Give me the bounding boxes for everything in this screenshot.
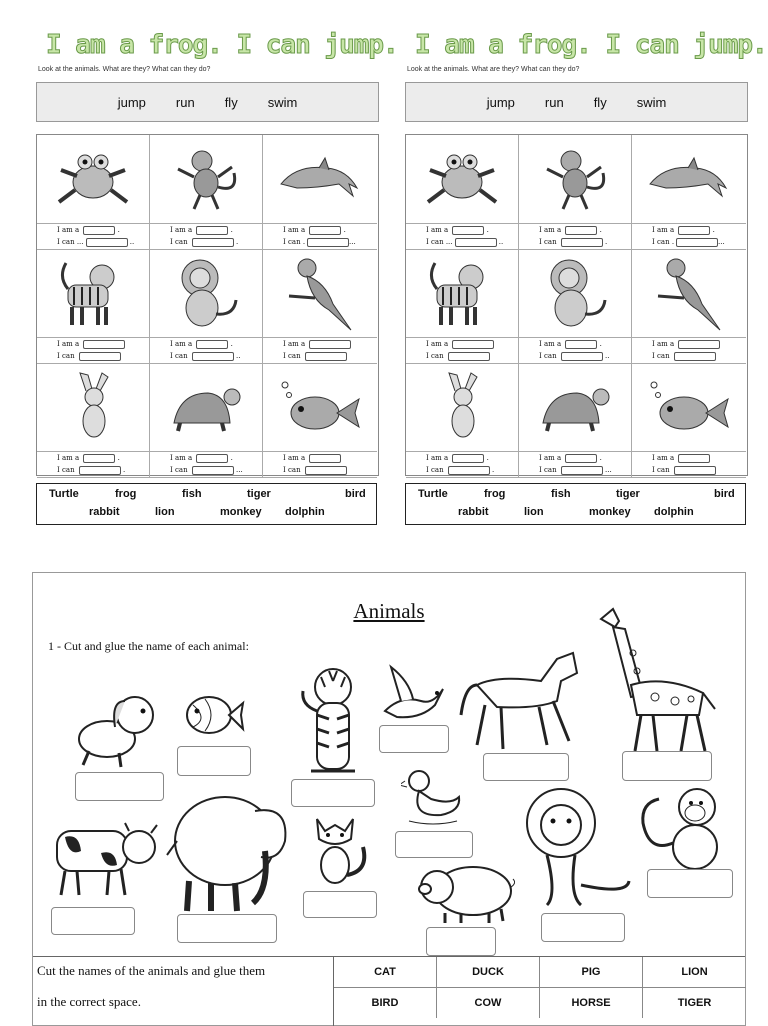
blank-box — [196, 340, 228, 349]
rabbit-icon — [37, 363, 149, 452]
answer-lines: I am a I can — [632, 452, 746, 478]
answer-lines: I am a . I can . ... — [263, 224, 377, 250]
blank-box — [561, 352, 603, 361]
cow-icon — [51, 817, 163, 899]
label-box — [303, 891, 377, 918]
blank-box — [309, 454, 341, 463]
tiger-icon — [406, 249, 518, 338]
cat-icon — [311, 813, 373, 889]
answer-lines: I am a I can — [37, 338, 149, 364]
blank-box — [448, 352, 490, 361]
blank-box — [309, 226, 341, 235]
turtle-icon — [150, 363, 262, 452]
answer-lines: I am a . I can . — [37, 452, 149, 478]
verb-word: fly — [593, 94, 607, 110]
animal-name: frog — [115, 488, 137, 500]
animals-sheet — [32, 572, 746, 1026]
blank-box — [565, 340, 597, 349]
word-cell: TIGER — [677, 997, 712, 1009]
blank-box — [192, 238, 234, 247]
lion-icon — [519, 249, 631, 338]
blank-box — [192, 352, 234, 361]
label-box — [647, 869, 733, 898]
fish-icon — [263, 363, 377, 452]
question: 1 - Cut and glue the name of each animal: — [48, 639, 249, 653]
answer-lines: I am a . I can ... .. — [37, 224, 149, 250]
animal-name: tiger — [616, 488, 640, 500]
answer-lines: I am a I can — [406, 338, 518, 364]
label-box — [379, 725, 449, 753]
animal-name: monkey — [220, 506, 262, 518]
answer-lines: I am a I can — [263, 452, 377, 478]
bird-icon — [381, 661, 449, 727]
animal-name: lion — [155, 506, 175, 518]
animal-grid — [36, 134, 379, 476]
verb-word: jump — [486, 94, 515, 110]
label-box — [483, 753, 569, 781]
fish-icon — [183, 689, 245, 743]
animal-name: dolphin — [654, 506, 694, 518]
blank-box — [565, 454, 597, 463]
label-box — [541, 913, 625, 942]
word-cell: BIRD — [334, 988, 437, 1018]
word-cell: CAT — [334, 957, 437, 987]
answer-lines: I am a I can — [632, 338, 746, 364]
animal-name: rabbit — [89, 506, 120, 518]
worksheet-instruction: Look at the animals. What are they? What can they do? — [38, 66, 211, 73]
blank-box — [678, 226, 710, 235]
parrot-icon — [263, 249, 377, 338]
animal-name: fish — [182, 488, 202, 500]
monkey-icon — [150, 135, 262, 224]
answer-lines: I am a . I can . — [519, 224, 631, 250]
blank-box — [196, 454, 228, 463]
blank-box — [307, 238, 349, 247]
label-box — [395, 831, 473, 858]
animal-name: Turtle — [49, 488, 79, 500]
animal-name: dolphin — [285, 506, 325, 518]
blank-box — [452, 340, 494, 349]
footer-instruction: in the correct space. — [37, 994, 141, 1009]
lion-icon — [150, 249, 262, 338]
label-box — [622, 751, 712, 781]
worksheet-instruction: Look at the animals. What are they? What can they do? — [407, 66, 580, 73]
answer-lines: I am a . I can . — [406, 452, 518, 478]
blank-box — [79, 352, 121, 361]
pig-icon — [415, 857, 515, 925]
tiger-icon — [293, 665, 373, 781]
blank-box — [86, 238, 128, 247]
label-box — [177, 914, 277, 943]
verb-word: swim — [267, 94, 298, 110]
dolphin-icon — [263, 135, 377, 224]
monkey-icon — [639, 783, 733, 875]
blank-box — [448, 466, 490, 475]
blank-box — [676, 238, 718, 247]
word-bank — [33, 956, 745, 1026]
answer-lines: I am a . I can ... — [150, 452, 262, 478]
blank-box — [561, 466, 603, 475]
blank-box — [83, 340, 125, 349]
blank-box — [678, 454, 710, 463]
blank-box — [79, 466, 121, 475]
blank-box — [192, 466, 234, 475]
tiger-icon — [37, 249, 149, 338]
word-cell: LION — [681, 966, 708, 978]
label-box — [177, 746, 251, 776]
animal-name: Turtle — [418, 488, 448, 500]
blank-box — [565, 226, 597, 235]
giraffe-icon — [595, 605, 719, 753]
animal-names-box — [36, 483, 377, 525]
blank-box — [674, 466, 716, 475]
lion-icon — [517, 785, 637, 909]
animal-name: bird — [714, 488, 735, 500]
word-cell: PIG — [540, 957, 643, 987]
blank-box — [452, 226, 484, 235]
answer-lines: I am a . I can .. — [519, 338, 631, 364]
blank-box — [452, 454, 484, 463]
verb-box — [405, 82, 748, 122]
label-box — [75, 772, 164, 801]
word-cell: HORSE — [540, 988, 643, 1018]
parrot-icon — [632, 249, 746, 338]
fish-icon — [632, 363, 746, 452]
verb-word: swim — [636, 94, 667, 110]
elephant-icon — [165, 781, 295, 913]
verb-word: run — [544, 94, 564, 110]
worksheet-title: I am a frog. I can jump. — [415, 30, 767, 60]
animal-name: lion — [524, 506, 544, 518]
blank-box — [83, 454, 115, 463]
blank-box — [196, 226, 228, 235]
blank-box — [83, 226, 115, 235]
blank-box — [561, 238, 603, 247]
verb-box — [36, 82, 379, 122]
blank-box — [309, 340, 351, 349]
animal-name: rabbit — [458, 506, 489, 518]
answer-lines: I am a . I can .. — [150, 338, 262, 364]
frog-icon — [406, 135, 518, 224]
blank-box — [305, 466, 347, 475]
word-table — [333, 957, 746, 1026]
frog-icon — [37, 135, 149, 224]
answer-lines: I am a . I can ... — [519, 452, 631, 478]
animal-name: monkey — [589, 506, 631, 518]
dog-icon — [69, 681, 161, 769]
animal-name: bird — [345, 488, 366, 500]
monkey-icon — [519, 135, 631, 224]
footer-instruction: Cut the names of the animals and glue them — [37, 963, 266, 978]
dolphin-icon — [632, 135, 746, 224]
animal-name: frog — [484, 488, 506, 500]
verb-word: run — [175, 94, 195, 110]
blank-box — [305, 352, 347, 361]
duck-icon — [401, 767, 463, 827]
animal-name: fish — [551, 488, 571, 500]
animal-grid — [405, 134, 748, 476]
page-title: Animals — [353, 599, 425, 623]
answer-lines: I am a . I can ... .. — [406, 224, 518, 250]
blank-box — [678, 340, 720, 349]
verb-word: fly — [224, 94, 238, 110]
blank-box — [674, 352, 716, 361]
rabbit-icon — [406, 363, 518, 452]
animal-name: tiger — [247, 488, 271, 500]
label-box — [426, 927, 496, 956]
answer-lines: I am a I can — [263, 338, 377, 364]
turtle-icon — [519, 363, 631, 452]
label-box — [51, 907, 135, 935]
label-box — [291, 779, 375, 807]
word-cell: COW — [437, 988, 540, 1018]
verb-word: jump — [117, 94, 146, 110]
blank-box — [455, 238, 497, 247]
answer-lines: I am a . I can . — [150, 224, 262, 250]
animal-names-box — [405, 483, 746, 525]
worksheet-title: I am a frog. I can jump. — [46, 30, 398, 60]
horse-icon — [457, 645, 583, 755]
answer-lines: I am a . I can . ... — [632, 224, 746, 250]
word-cell: DUCK — [437, 957, 540, 987]
